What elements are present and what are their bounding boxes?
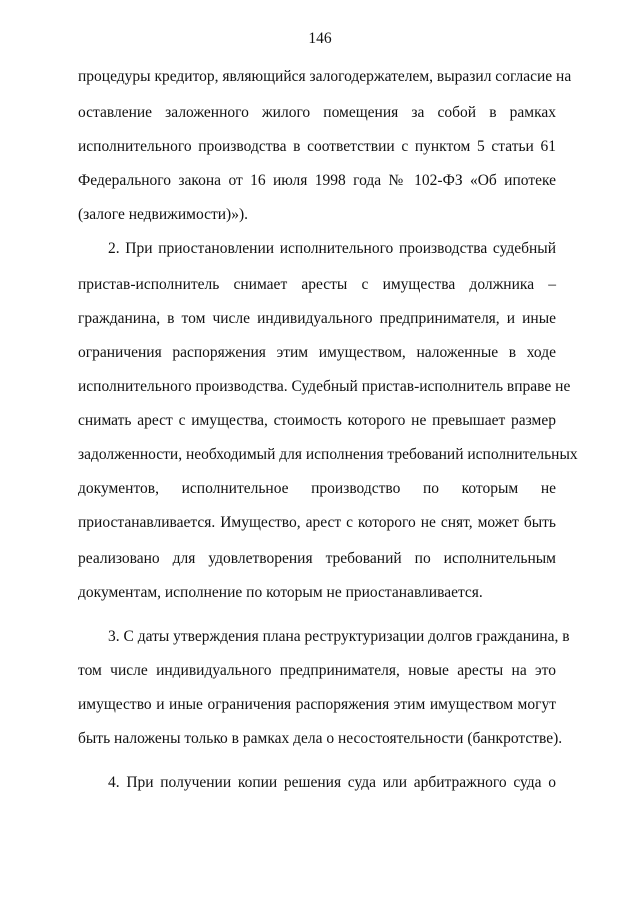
- text-line: документам, исполнение по которым не приостанавливается.: [78, 584, 483, 601]
- text-line: быть наложены только в рамках дела о несостоятельности (банкротстве).: [78, 730, 563, 747]
- text-line: реализовано для удовлетворения требований по исполнительным: [78, 550, 556, 567]
- text-line: 3. С даты утверждения плана реструктуризации долгов гражданина, в: [108, 628, 570, 645]
- text-line: 4. При получении копии решения суда или арбитражного суда о: [108, 774, 556, 791]
- text-line: процедуры кредитор, являющийся залогодержателем, выразил согласие на: [78, 68, 572, 85]
- page-number: 146: [308, 30, 332, 47]
- text-line: пристав-исполнитель снимает аресты с имущества должника –: [78, 276, 556, 293]
- text-line: оставление заложенного жилого помещения за собой в рамках: [78, 104, 556, 121]
- text-line: том числе индивидуального предпринимателя, новые аресты на это: [78, 662, 556, 679]
- text-line: задолженности, необходимый для исполнения требований исполнительных: [78, 446, 578, 463]
- text-line: приостанавливается. Имущество, арест с которого не снят, может быть: [78, 514, 556, 531]
- text-line: (залоге недвижимости)»).: [78, 206, 249, 223]
- text-line: исполнительного производства. Судебный пристав-исполнитель вправе не: [78, 378, 571, 395]
- text-line: документов, исполнительное производство по которым не: [78, 480, 556, 497]
- text-line: ограничения распоряжения этим имуществом, наложенные в ходе: [78, 344, 556, 361]
- text-line: снимать арест с имущества, стоимость которого не превышает размер: [78, 412, 556, 429]
- text-line: имущество и иные ограничения распоряжения этим имуществом могут: [78, 696, 556, 713]
- text-line: 2. При приостановлении исполнительного производства судебный: [108, 240, 556, 257]
- text-line: гражданина, в том числе индивидуального предпринимателя, и иные: [78, 310, 556, 327]
- text-line: Федерального закона от 16 июля 1998 года № 102-ФЗ «Об ипотеке: [78, 172, 556, 189]
- text-line: исполнительного производства в соответствии с пунктом 5 статьи 61: [78, 138, 556, 155]
